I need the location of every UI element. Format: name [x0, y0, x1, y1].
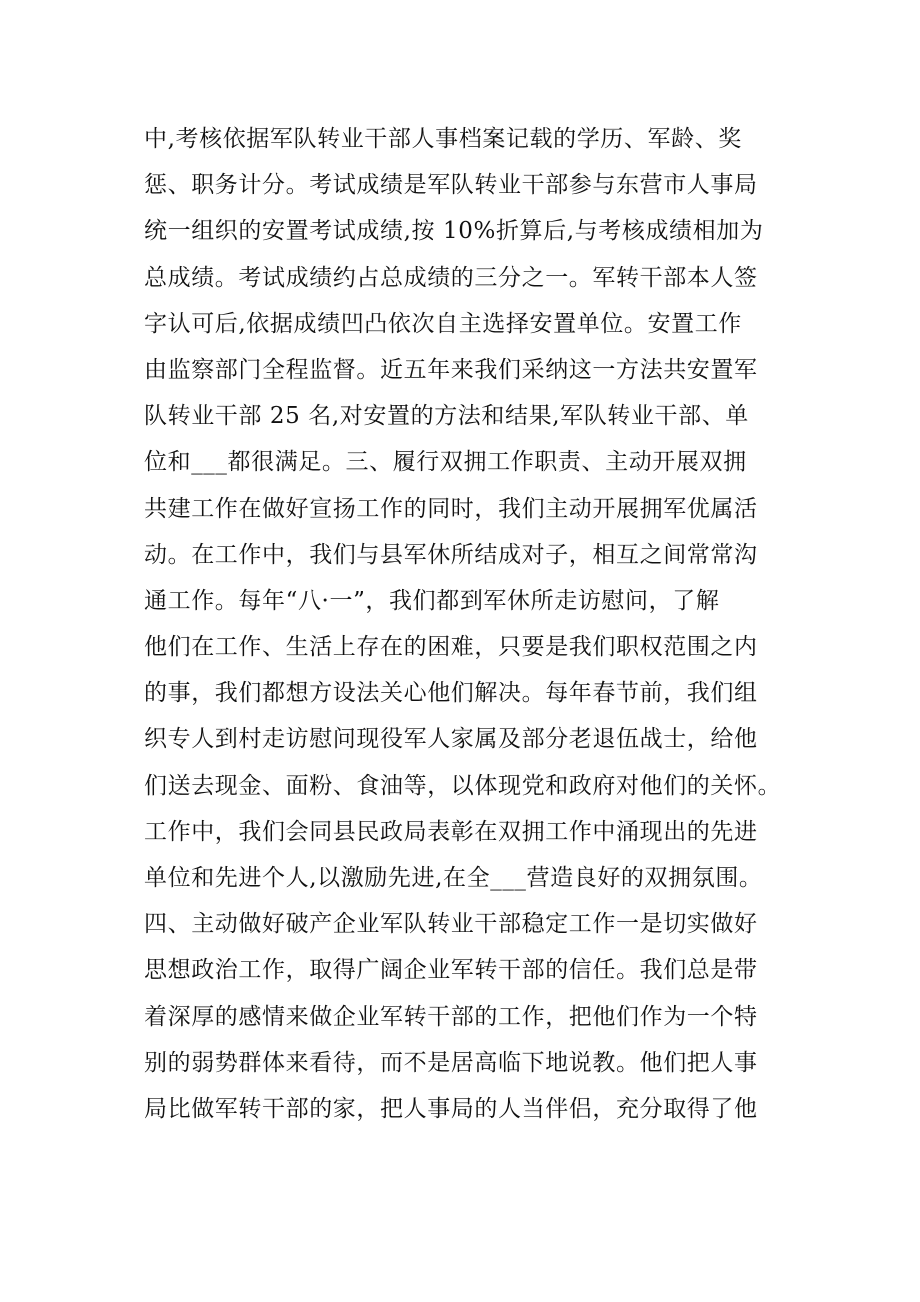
text-line: 别的弱势群体来看待，而不是居高临下地说教。他们把人事: [144, 1049, 758, 1076]
text-line: 思想政治工作，取得广阔企业军转干部的信任。我们总是带: [144, 957, 758, 984]
text-line: 字认可后,依据成绩凹凸依次自主选择安置单位。安置工作: [144, 310, 742, 337]
text-line: 通工作。每年“八·一”，我们都到军休所走访慰问，了解: [144, 587, 720, 614]
text-line: 统一组织的安置考试成绩,按 10%折算后,与考核成绩相加为: [144, 218, 764, 245]
text-line: 位和___都很满足。三、履行双拥工作职责、主动开展双拥: [144, 449, 747, 476]
text-line: 中,考核依据军队转业干部人事档案记载的学历、军龄、奖: [144, 126, 742, 152]
text-line: 织专人到村走访慰问现役军人家属及部分老退伍战士，给他: [144, 726, 758, 753]
text-line: 队转业干部 25 名,对安置的方法和结果,军队转业干部、单: [144, 403, 749, 430]
text-line: 总成绩。考试成绩约占总成绩的三分之一。军转干部本人签: [144, 264, 758, 291]
text-line: 由监察部门全程监督。近五年来我们采纳这一方法共安置军: [144, 356, 758, 383]
text-line: 工作中，我们会同县民政局表彰在双拥工作中涌现出的先进: [144, 818, 758, 845]
body-text: [144, 116, 784, 1132]
text-line: 单位和先进个人,以激励先进,在全___营造良好的双拥氛围。: [144, 865, 763, 891]
text-line: 的事，我们都想方设法关心他们解决。每年春节前，我们组: [144, 680, 758, 707]
text-line: 四、主动做好破产企业军队转业干部稳定工作一是切实做好: [144, 911, 758, 938]
text-line: 着深厚的感情来做企业军转干部的工作，把他们作为一个特: [144, 1003, 758, 1030]
text-line: 惩、职务计分。考试成绩是军队转业干部参与东营市人事局: [144, 172, 758, 199]
text-line: 共建工作在做好宣扬工作的同时，我们主动开展拥军优属活: [144, 495, 758, 522]
text-line: 局比做军转干部的家，把人事局的人当伴侣，充分取得了他: [144, 1095, 758, 1122]
text-line: 们送去现金、面粉、食油等，以体现党和政府对他们的关怀。: [144, 772, 782, 799]
text-line: 他们在工作、生活上存在的困难，只要是我们职权范围之内: [144, 634, 758, 661]
text-line: 动。在工作中，我们与县军休所结成对子，相互之间常常沟: [144, 541, 758, 568]
